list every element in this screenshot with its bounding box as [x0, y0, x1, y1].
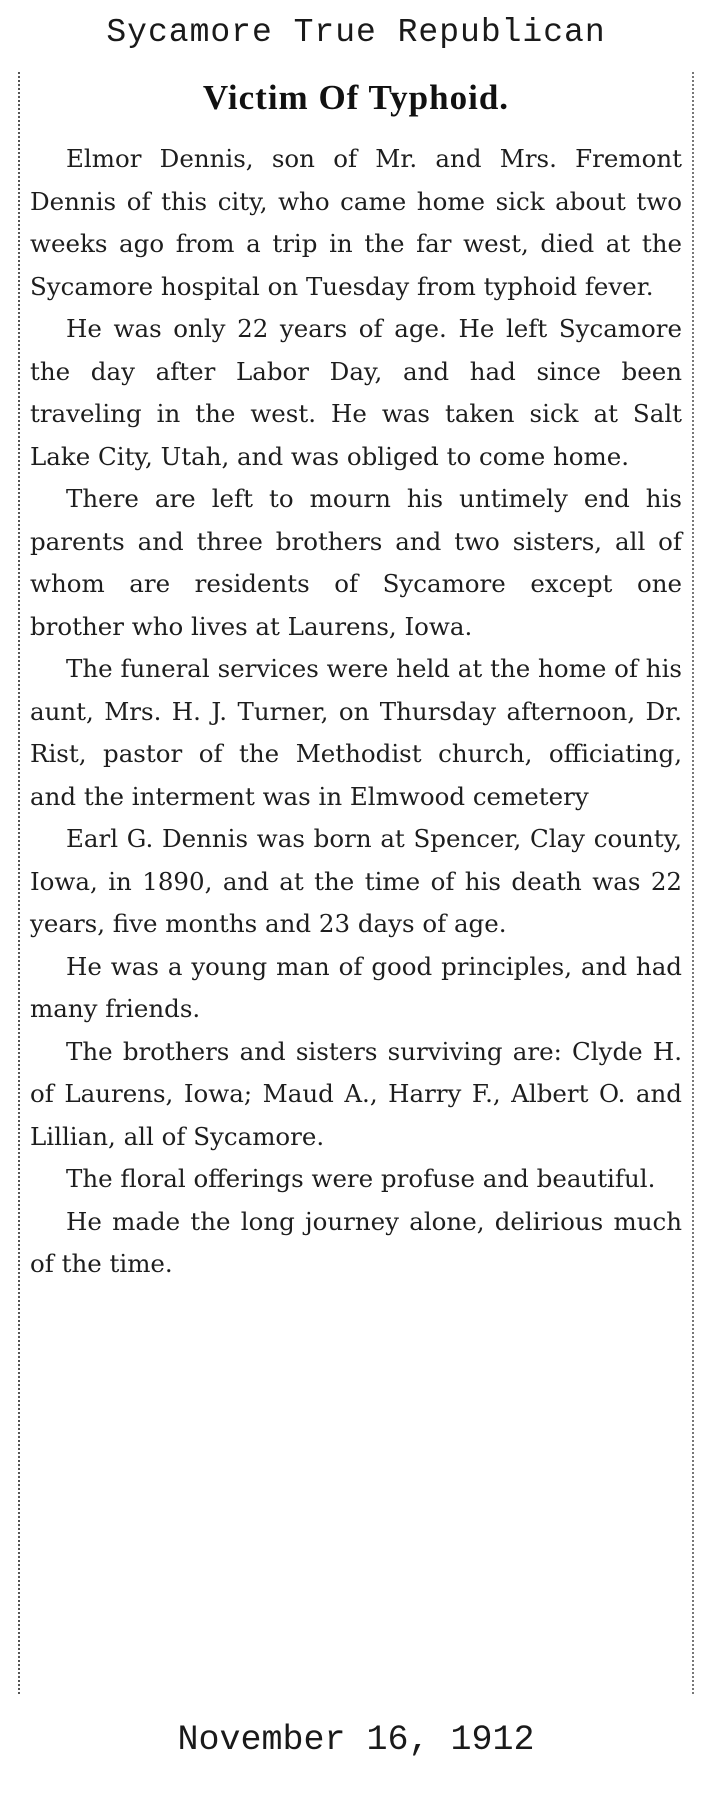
article-paragraph: He made the long journey alone, delirious much of the time. — [30, 1206, 682, 1278]
article-paragraph: He was only 22 years of age. He left Sycamore the day after Labor Day, and had since been traveling in the west. He was taken sick at Salt Lake City, Utah, and was obliged to come home. — [30, 314, 682, 471]
clipping-right-border — [692, 72, 694, 1694]
article-paragraph: The brothers and sisters surviving are: Clyde H. of Laurens, Iowa; Maud A., Harry F., Albert O. and Lillian, all of Sycamore. — [30, 1036, 682, 1151]
article-paragraph: Elmor Dennis, son of Mr. and Mrs. Fremont Dennis of this city, who came home sick about two weeks ago from a trip in the far west, died at the Sycamore hospital on Tuesday from typhoid fever. — [30, 144, 682, 301]
newspaper-masthead: Sycamore True Republican — [106, 14, 606, 51]
newspaper-clipping — [18, 72, 694, 1694]
clipping-left-border — [18, 72, 20, 1694]
article-headline: Victim Of Typhoid. — [202, 78, 510, 117]
article-paragraph: The funeral services were held at the home of his aunt, Mrs. H. J. Turner, on Thursday afternoon, Dr. Rist, pastor of the Methodist church, officiating, and the interment was in Elmwood cemetery — [30, 654, 682, 811]
publication-date: November 16, 1912 — [177, 1720, 535, 1760]
article-paragraph: Earl G. Dennis was born at Spencer, Clay county, Iowa, in 1890, and at the time of his death was 22 years, five months and 23 days of age. — [30, 824, 682, 938]
article-body — [30, 138, 682, 1286]
article-paragraph: He was a young man of good principles, and had many friends. — [30, 951, 682, 1023]
article-paragraph: There are left to mourn his untimely end his parents and three brothers and two sisters, all of whom are residents of Sycamore except one brother who lives at Laurens, Iowa. — [30, 484, 682, 641]
article-paragraph: The floral offerings were profuse and beautiful. — [66, 1164, 656, 1193]
